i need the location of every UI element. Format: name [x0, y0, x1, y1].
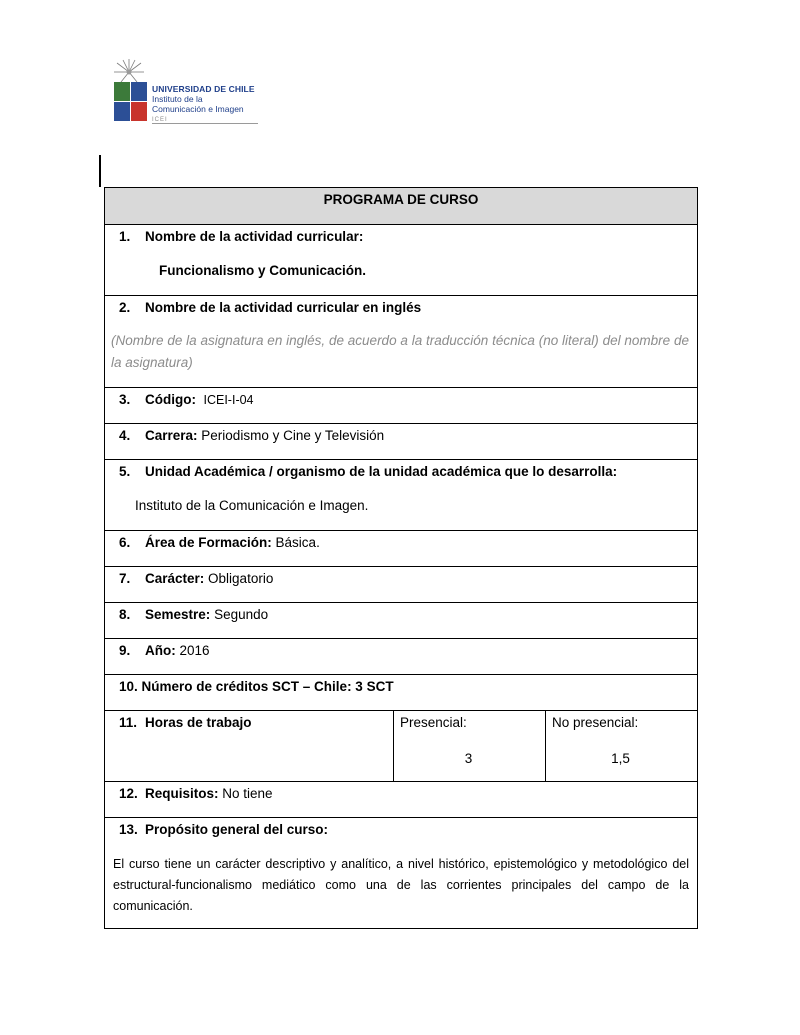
section-4-number: 4. — [119, 428, 131, 443]
section-9-label: Año: — [145, 643, 176, 658]
section-8-number: 8. — [119, 607, 131, 622]
section-1-number: 1. — [119, 229, 131, 244]
section-8-value: Segundo — [214, 607, 269, 622]
section-1-value: Funcionalismo y Comunicación. — [159, 263, 367, 278]
program-header: PROGRAMA DE CURSO — [105, 188, 698, 225]
section-2-label: Nombre de la actividad curricular en inglés — [145, 300, 422, 315]
university-logo — [110, 58, 262, 126]
section-12-label: Requisitos: — [145, 786, 219, 801]
presencial-cell — [394, 711, 546, 782]
course-program-table — [104, 187, 698, 929]
section-4 — [105, 424, 698, 460]
section-3-value: ICEI-I-04 — [203, 393, 254, 407]
presencial-label: Presencial: — [400, 715, 467, 730]
no-presencial-cell — [546, 711, 698, 782]
section-1 — [105, 225, 698, 296]
section-7-number: 7. — [119, 571, 131, 586]
section-3-number: 3. — [119, 392, 131, 407]
section-5-value: Instituto de la Comunicación e Imagen. — [135, 498, 369, 513]
logo-university: UNIVERSIDAD DE CHILE — [152, 84, 255, 94]
section-13 — [105, 818, 698, 929]
section-6-value: Básica. — [275, 535, 320, 550]
logo-text — [152, 84, 255, 125]
section-9 — [105, 639, 698, 675]
section-7 — [105, 567, 698, 603]
section-13-value: El curso tiene un carácter descriptivo y analítico, a nivel histórico, epistemológico y metodológico del estructural-funcionalismo mediático como una de las corrientes principales del campo de la comunicación. — [113, 857, 690, 913]
section-5 — [105, 460, 698, 531]
section-13-number: 13. — [119, 822, 138, 837]
section-12 — [105, 782, 698, 818]
logo-institute-line1: Instituto de la — [152, 94, 203, 104]
section-10 — [105, 675, 698, 711]
section-8 — [105, 603, 698, 639]
section-12-number: 12. — [119, 786, 138, 801]
section-5-number: 5. — [119, 464, 131, 479]
section-6 — [105, 531, 698, 567]
section-3-label: Código: — [145, 392, 196, 407]
section-2 — [105, 296, 698, 388]
section-9-number: 9. — [119, 643, 131, 658]
section-11-number: 11. — [119, 715, 138, 730]
no-presencial-label: No presencial: — [552, 715, 639, 730]
logo-acronym: ICEI — [152, 117, 168, 123]
logo-shield-icon — [114, 82, 148, 122]
section-5-label: Unidad Académica / organismo de la unidad académica que lo desarrolla: — [145, 464, 618, 479]
section-2-number: 2. — [119, 300, 131, 315]
section-7-value: Obligatorio — [208, 571, 274, 586]
section-11 — [105, 711, 394, 782]
logo-institute-line2: Comunicación e Imagen — [152, 104, 244, 114]
section-1-label: Nombre de la actividad curricular: — [145, 229, 364, 244]
logo-divider — [152, 123, 258, 124]
section-8-label: Semestre: — [145, 607, 211, 622]
presencial-value: 3 — [464, 751, 473, 766]
section-9-value: 2016 — [179, 643, 210, 658]
section-4-label: Carrera: — [145, 428, 198, 443]
text-cursor — [99, 155, 101, 187]
section-12-value: No tiene — [222, 786, 273, 801]
section-10-label: 10. Número de créditos SCT – Chile: 3 SCT — [119, 679, 394, 694]
no-presencial-value: 1,5 — [611, 751, 630, 766]
section-11-label: Horas de trabajo — [145, 715, 252, 730]
section-2-placeholder: (Nombre de la asignatura en inglés, de acuerdo a la traducción técnica (no literal) del nombre de la asignatura) — [111, 333, 690, 370]
section-4-value: Periodismo y Cine y Televisión — [201, 428, 385, 443]
section-7-label: Carácter: — [145, 571, 205, 586]
section-6-label: Área de Formación: — [145, 535, 272, 550]
section-3 — [105, 388, 698, 424]
section-13-label: Propósito general del curso: — [145, 822, 329, 837]
section-6-number: 6. — [119, 535, 131, 550]
